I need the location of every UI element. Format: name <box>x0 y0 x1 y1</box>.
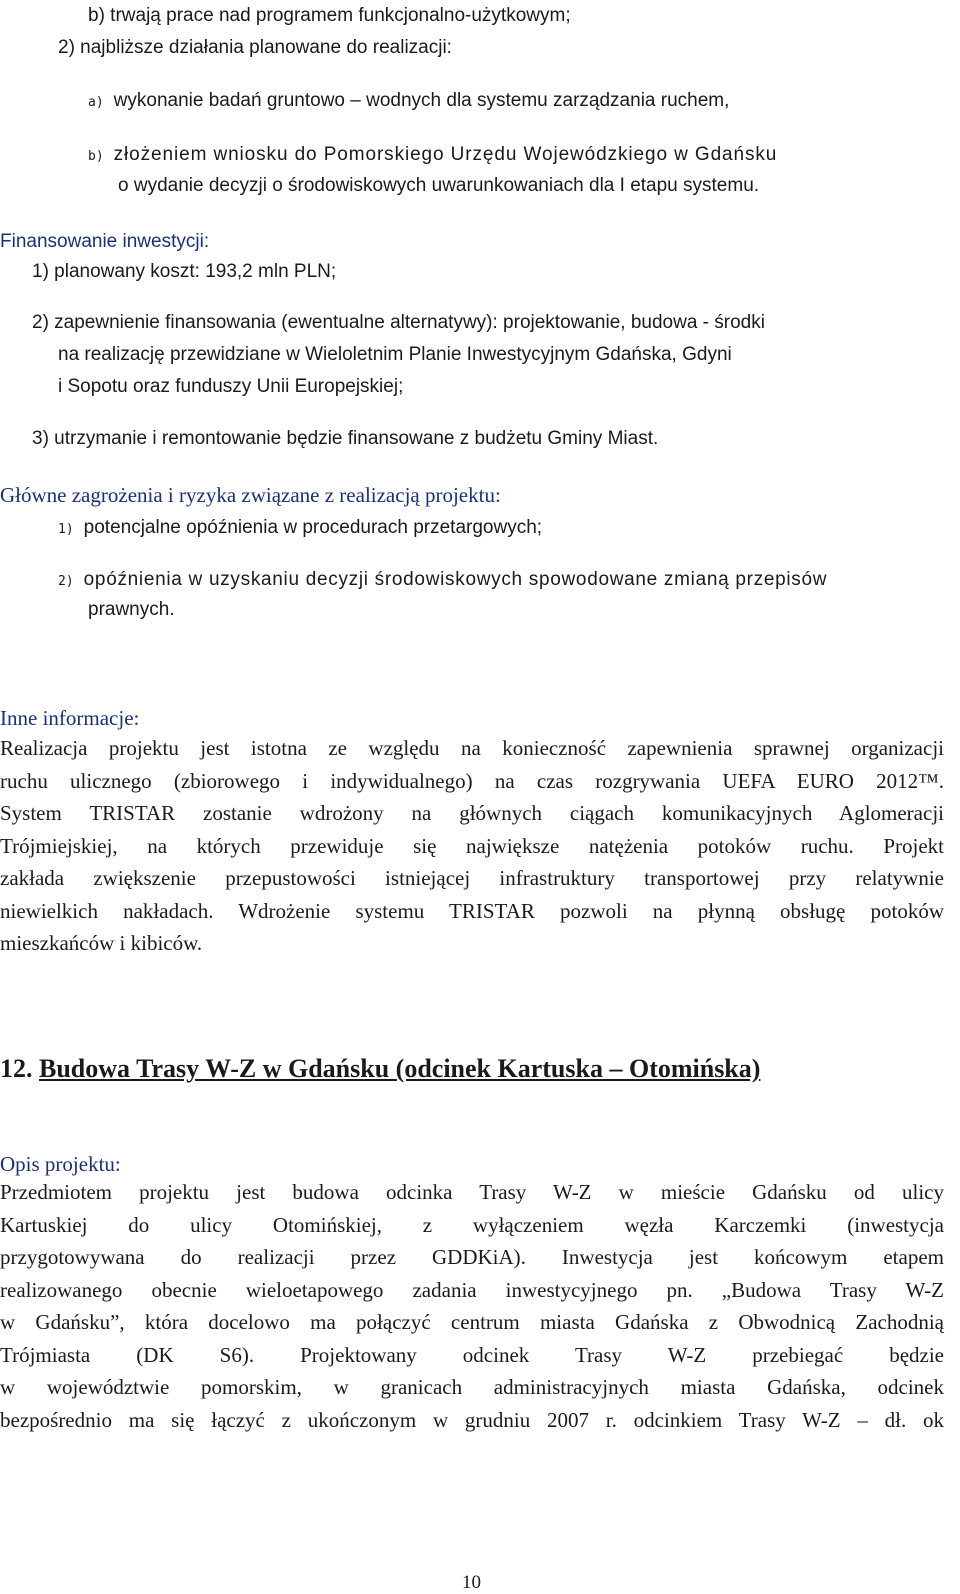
section-heading-finansowanie: Finansowanie inwestycji: <box>0 231 210 252</box>
sublist-item-b <box>88 139 777 171</box>
inne-line: zakłada zwiększenie przepustowości istniejącej infrastruktury transportowej przy relatywnie <box>0 866 944 890</box>
opis-line: przygotowywana do realizacji przez GDDKiA). Inwestycja jest końcowym etapem <box>0 1245 944 1269</box>
sublist-text-b-line2: o wydanie decyzji o środowiskowych uwarunkowaniach dla I etapu systemu. <box>118 175 760 196</box>
zagrozenia-item-1 <box>58 512 542 544</box>
inne-paragraph <box>0 732 944 960</box>
section-heading-zagrozenia: Główne zagrożenia i ryzyka związane z realizacją projektu: <box>0 483 501 507</box>
finansowanie-item-2-line3: i Sopotu oraz funduszy Unii Europejskiej; <box>58 376 404 397</box>
finansowanie-item-2-line1: 2) zapewnienie finansowania (ewentualne alternatywy): projektowanie, budowa - środki <box>32 312 765 333</box>
opis-line: w województwie pomorskim, w granicach administracyjnych miasta Gdańska, odcinek <box>0 1375 944 1399</box>
inne-line: Trójmiejskiej, na których przewiduje się największe natężenia potoków ruchu. Projekt <box>0 833 944 858</box>
zagrozenia-text-1: potencjalne opóźnienia w procedurach przetargowych; <box>83 517 543 538</box>
opis-line: Przedmiotem projektu jest budowa odcinka Trasy W-Z w mieście Gdańsku od ulicy <box>0 1180 944 1204</box>
page-number: 10 <box>462 1572 481 1593</box>
opis-line: bezpośrednio ma się łączyć z ukończonym w grudniu 2007 r. odcinkiem Trasy W-Z – dł. ok <box>0 1407 944 1432</box>
section-title-12 <box>0 1054 760 1084</box>
inne-line: ruchu ulicznego (zbiorowego i indywidualnego) na czas rozgrywania UEFA EURO 2012™. <box>0 768 944 793</box>
sublist-marker-b: b) <box>88 149 104 164</box>
opis-line: realizowanego obecnie wieloetapowego zadania inwestycyjnego pn. „Budowa Trasy W-Z <box>0 1277 944 1302</box>
opis-line: w Gdańsku”, która docelowo ma połączyć centrum miasta Gdańska z Obwodnicą Zachodnią <box>0 1310 944 1334</box>
list-item-2: 2) najbliższe działania planowane do realizacji: <box>58 37 452 58</box>
zagrozenia-item-2 <box>58 564 827 596</box>
zagrozenia-text-2-line2: prawnych. <box>88 599 175 620</box>
inne-line: niewielkich nakładach. Wdrożenie systemu TRISTAR pozwoli na płynną obsługę potoków <box>0 898 944 923</box>
inne-line: System TRISTAR zostanie wdrożony na głównych ciągach komunikacyjnych Aglomeracji <box>0 801 944 825</box>
sublist-text-b-line1: złożeniem wniosku do Pomorskiego Urzędu Wojewódzkiego w Gdańsku <box>113 144 778 165</box>
zagrozenia-marker-2: 2) <box>58 574 74 589</box>
list-item-b: b) trwają prace nad programem funkcjonalno-użytkowym; <box>88 5 571 26</box>
finansowanie-item-2-line2: na realizację przewidziane w Wieloletnim Planie Inwestycyjnym Gdańska, Gdyni <box>58 344 732 365</box>
inne-line: mieszkańców i kibiców. <box>0 931 203 955</box>
inne-line: Realizacja projektu jest istotna ze względu na konieczność zapewnienia sprawnej organizacji <box>0 736 944 760</box>
section-title-text: Budowa Trasy W-Z w Gdańsku (odcinek Kartuska – Otomińska) <box>39 1054 761 1083</box>
finansowanie-item-1: 1) planowany koszt: 193,2 mln PLN; <box>32 261 337 282</box>
section-number: 12. <box>0 1054 33 1083</box>
sublist-item-a <box>88 85 729 117</box>
zagrozenia-marker-1: 1) <box>58 522 74 537</box>
opis-line: Trójmiasta (DK S6). Projektowany odcinek Trasy W-Z przebiegać będzie <box>0 1342 944 1367</box>
section-heading-inne: Inne informacje: <box>0 706 140 730</box>
sublist-marker-a: a) <box>88 95 104 110</box>
section-heading-opis: Opis projektu: <box>0 1152 121 1176</box>
finansowanie-item-3: 3) utrzymanie i remontowanie będzie finansowane z budżetu Gminy Miast. <box>32 428 659 449</box>
sublist-text-a: wykonanie badań gruntowo – wodnych dla systemu zarządzania ruchem, <box>113 90 730 111</box>
opis-line: Kartuskiej do ulicy Otomińskiej, z wyłączeniem węzła Karczemki (inwestycja <box>0 1212 944 1237</box>
opis-paragraph <box>0 1176 944 1436</box>
zagrozenia-text-2-line1: opóźnienia w uzyskaniu decyzji środowiskowych spowodowane zmianą przepisów <box>83 569 828 590</box>
